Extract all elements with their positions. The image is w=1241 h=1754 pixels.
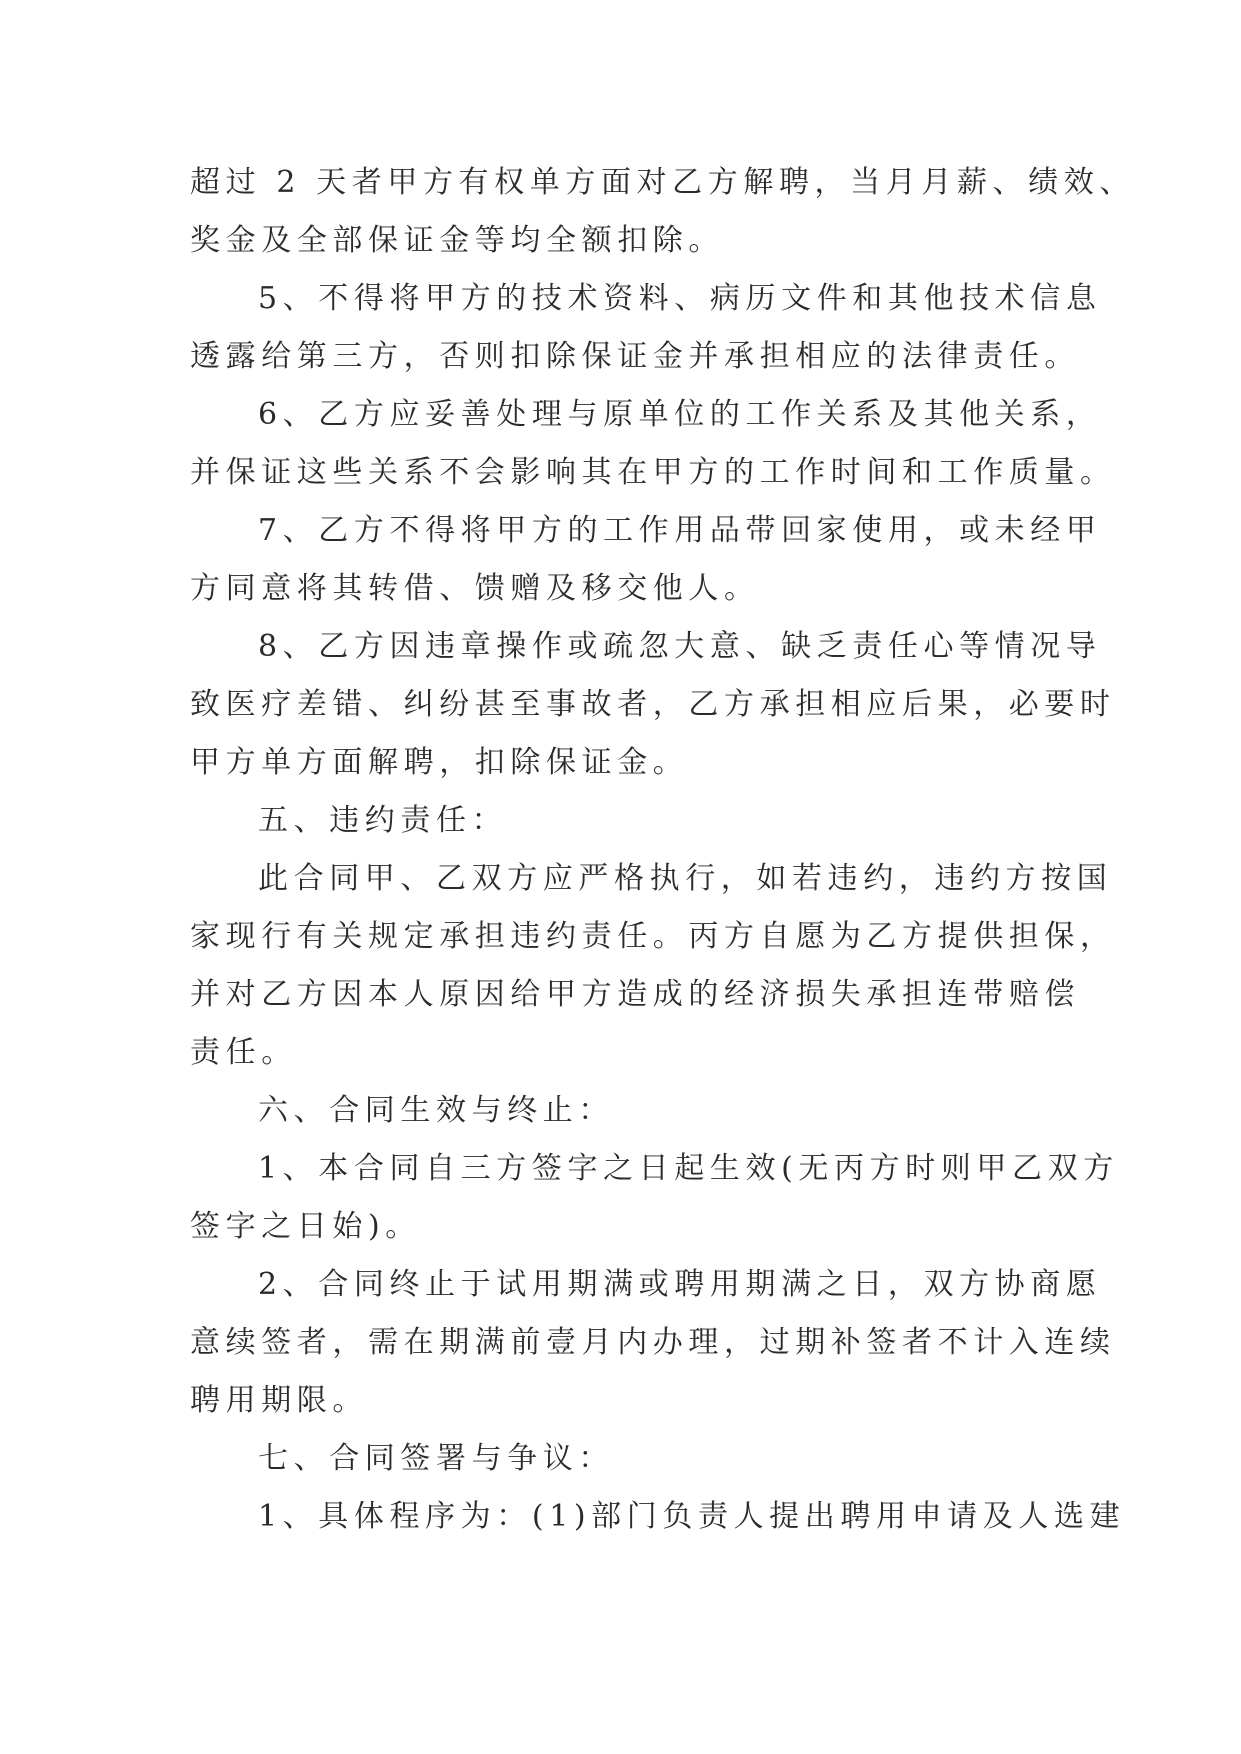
text-line: 签字之日始)。 <box>190 1209 421 1244</box>
clause-1-line: 1、本合同自三方签字之日起生效(无丙方时则甲乙双方 <box>258 1151 1119 1186</box>
text-line: 家现行有关规定承担违约责任。丙方自愿为乙方提供担保， <box>190 919 1116 954</box>
clause-7-line: 7、乙方不得将甲方的工作用品带回家使用，或未经甲 <box>258 513 1102 548</box>
clause-1-line: 1、具体程序为：(1)部门负责人提出聘用申请及人选建 <box>258 1499 1126 1534</box>
text-line: 责任。 <box>190 1035 297 1070</box>
text-line: 奖金及全部保证金等均全额扣除。 <box>190 223 724 258</box>
clause-6-line: 6、乙方应妥善处理与原单位的工作关系及其他关系， <box>258 397 1102 432</box>
text-line: 方同意将其转借、馈赠及移交他人。 <box>190 571 760 606</box>
text-line: 并对乙方因本人原因给甲方造成的经济损失承担连带赔偿 <box>190 977 1080 1012</box>
text-line: 聘用期限。 <box>190 1383 368 1418</box>
section-heading-effect: 六、合同生效与终止： <box>258 1093 614 1128</box>
section-heading-breach: 五、违约责任： <box>258 803 508 838</box>
text-line: 致医疗差错、纠纷甚至事故者，乙方承担相应后果，必要时 <box>190 687 1116 722</box>
text-line: 意续签者，需在期满前壹月内办理，过期补签者不计入连续 <box>190 1325 1116 1360</box>
clause-5-line: 5、不得将甲方的技术资料、病历文件和其他技术信息 <box>258 281 1102 316</box>
document-body <box>190 154 1135 1546</box>
paragraph-line: 此合同甲、乙双方应严格执行，如若违约，违约方按国 <box>258 861 1113 896</box>
section-heading-signing: 七、合同签署与争议： <box>258 1441 614 1476</box>
text-line: 超过 2 天者甲方有权单方面对乙方解聘，当月月薪、绩效、 <box>190 165 1135 200</box>
text-line: 并保证这些关系不会影响其在甲方的工作时间和工作质量。 <box>190 455 1116 490</box>
clause-2-line: 2、合同终止于试用期满或聘用期满之日，双方协商愿 <box>258 1267 1102 1302</box>
text-line: 甲方单方面解聘，扣除保证金。 <box>190 745 689 780</box>
text-line: 透露给第三方，否则扣除保证金并承担相应的法律责任。 <box>190 339 1080 374</box>
clause-8-line: 8、乙方因违章操作或疏忽大意、缺乏责任心等情况导 <box>258 629 1102 664</box>
